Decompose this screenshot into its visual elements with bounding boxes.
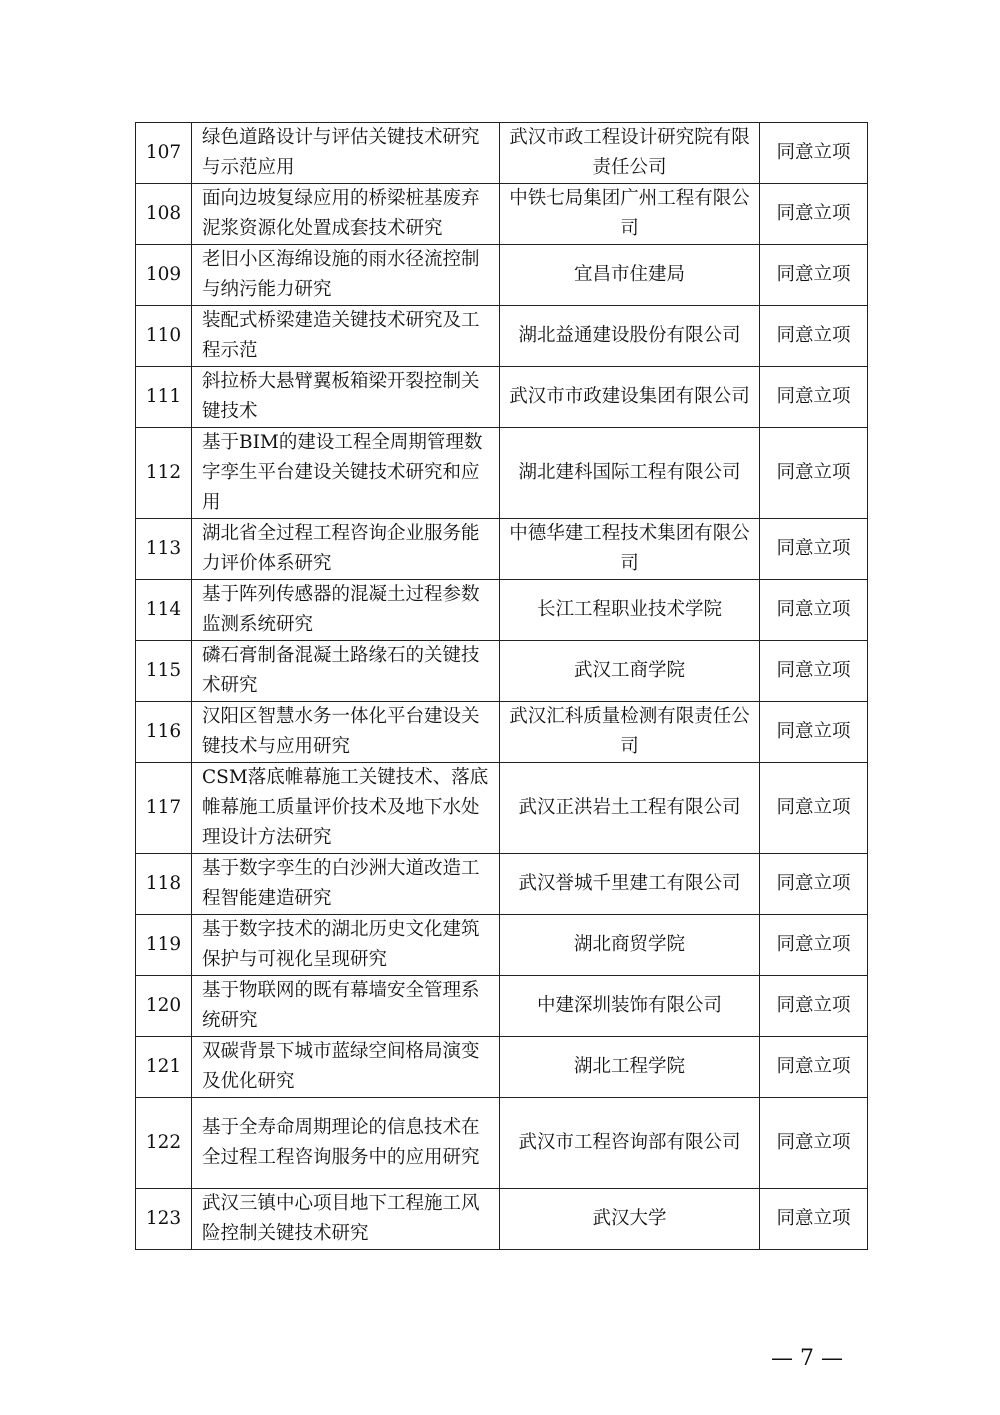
table-row [136, 306, 868, 367]
row-number-cell: 115 [136, 641, 192, 702]
organization-cell: 武汉大学 [500, 1189, 760, 1250]
organization-cell: 中建深圳装饰有限公司 [500, 976, 760, 1037]
project-title-cell: 基于阵列传感器的混凝土过程参数监测系统研究 [192, 580, 500, 641]
table-row [136, 1037, 868, 1098]
approval-status-cell: 同意立项 [760, 245, 868, 306]
row-number-cell: 110 [136, 306, 192, 367]
row-number-cell: 109 [136, 245, 192, 306]
approval-status-cell: 同意立项 [760, 854, 868, 915]
approval-status-cell: 同意立项 [760, 1037, 868, 1098]
organization-cell: 湖北商贸学院 [500, 915, 760, 976]
project-title-cell: 武汉三镇中心项目地下工程施工风险控制关键技术研究 [192, 1189, 500, 1250]
row-number-cell: 117 [136, 763, 192, 854]
row-number-cell: 116 [136, 702, 192, 763]
approval-status-cell: 同意立项 [760, 976, 868, 1037]
organization-cell: 武汉誉城千里建工有限公司 [500, 854, 760, 915]
approval-status-cell: 同意立项 [760, 519, 868, 580]
approval-status-cell: 同意立项 [760, 641, 868, 702]
project-approval-table [135, 122, 868, 1250]
approval-status-cell: 同意立项 [760, 306, 868, 367]
row-number-cell: 118 [136, 854, 192, 915]
row-number-cell: 113 [136, 519, 192, 580]
table-row [136, 367, 868, 428]
approval-status-cell: 同意立项 [760, 702, 868, 763]
row-number-cell: 122 [136, 1098, 192, 1189]
project-title-cell: 装配式桥梁建造关键技术研究及工程示范 [192, 306, 500, 367]
row-number-cell: 123 [136, 1189, 192, 1250]
project-title-cell: 基于数字技术的湖北历史文化建筑保护与可视化呈现研究 [192, 915, 500, 976]
project-title-cell: 基于BIM的建设工程全周期管理数字孪生平台建设关键技术研究和应用 [192, 428, 500, 519]
approval-status-cell: 同意立项 [760, 123, 868, 184]
table-row [136, 519, 868, 580]
organization-cell: 武汉汇科质量检测有限责任公司 [500, 702, 760, 763]
table-row [136, 976, 868, 1037]
table-row [136, 854, 868, 915]
approval-status-cell: 同意立项 [760, 184, 868, 245]
project-title-cell: 湖北省全过程工程咨询企业服务能力评价体系研究 [192, 519, 500, 580]
row-number-cell: 107 [136, 123, 192, 184]
project-title-cell: 斜拉桥大悬臂翼板箱梁开裂控制关键技术 [192, 367, 500, 428]
project-title-cell: 基于物联网的既有幕墙安全管理系统研究 [192, 976, 500, 1037]
organization-cell: 长江工程职业技术学院 [500, 580, 760, 641]
row-number-cell: 119 [136, 915, 192, 976]
project-title-cell: 面向边坡复绿应用的桥梁桩基废弃泥浆资源化处置成套技术研究 [192, 184, 500, 245]
organization-cell: 中铁七局集团广州工程有限公司 [500, 184, 760, 245]
organization-cell: 武汉市政工程设计研究院有限责任公司 [500, 123, 760, 184]
approval-status-cell: 同意立项 [760, 1098, 868, 1189]
table-row [136, 184, 868, 245]
row-number-cell: 108 [136, 184, 192, 245]
table-row [136, 915, 868, 976]
table-row [136, 428, 868, 519]
table-row [136, 580, 868, 641]
project-title-cell: 绿色道路设计与评估关键技术研究与示范应用 [192, 123, 500, 184]
project-title-cell: 基于全寿命周期理论的信息技术在全过程工程咨询服务中的应用研究 [192, 1098, 500, 1189]
organization-cell: 宜昌市住建局 [500, 245, 760, 306]
approval-status-cell: 同意立项 [760, 367, 868, 428]
approval-status-cell: 同意立项 [760, 1189, 868, 1250]
organization-cell: 武汉正洪岩土工程有限公司 [500, 763, 760, 854]
row-number-cell: 121 [136, 1037, 192, 1098]
table-row [136, 123, 868, 184]
organization-cell: 湖北工程学院 [500, 1037, 760, 1098]
approval-status-cell: 同意立项 [760, 915, 868, 976]
page-number: — 7 — [771, 1346, 843, 1371]
project-title-cell: CSM落底帷幕施工关键技术、落底帷幕施工质量评价技术及地下水处理设计方法研究 [192, 763, 500, 854]
table-row [136, 1189, 868, 1250]
table-row [136, 763, 868, 854]
organization-cell: 武汉市工程咨询部有限公司 [500, 1098, 760, 1189]
table-row [136, 1098, 868, 1189]
project-title-cell: 基于数字孪生的白沙洲大道改造工程智能建造研究 [192, 854, 500, 915]
project-title-cell: 汉阳区智慧水务一体化平台建设关键技术与应用研究 [192, 702, 500, 763]
row-number-cell: 120 [136, 976, 192, 1037]
organization-cell: 武汉市市政建设集团有限公司 [500, 367, 760, 428]
row-number-cell: 111 [136, 367, 192, 428]
organization-cell: 湖北益通建设股份有限公司 [500, 306, 760, 367]
organization-cell: 中德华建工程技术集团有限公司 [500, 519, 760, 580]
organization-cell: 武汉工商学院 [500, 641, 760, 702]
row-number-cell: 114 [136, 580, 192, 641]
project-title-cell: 磷石膏制备混凝土路缘石的关键技术研究 [192, 641, 500, 702]
table-body [136, 123, 868, 1250]
approval-status-cell: 同意立项 [760, 580, 868, 641]
row-number-cell: 112 [136, 428, 192, 519]
approval-status-cell: 同意立项 [760, 428, 868, 519]
project-title-cell: 双碳背景下城市蓝绿空间格局演变及优化研究 [192, 1037, 500, 1098]
organization-cell: 湖北建科国际工程有限公司 [500, 428, 760, 519]
approval-status-cell: 同意立项 [760, 763, 868, 854]
table-row [136, 245, 868, 306]
project-title-cell: 老旧小区海绵设施的雨水径流控制与纳污能力研究 [192, 245, 500, 306]
table-row [136, 702, 868, 763]
table-row [136, 641, 868, 702]
